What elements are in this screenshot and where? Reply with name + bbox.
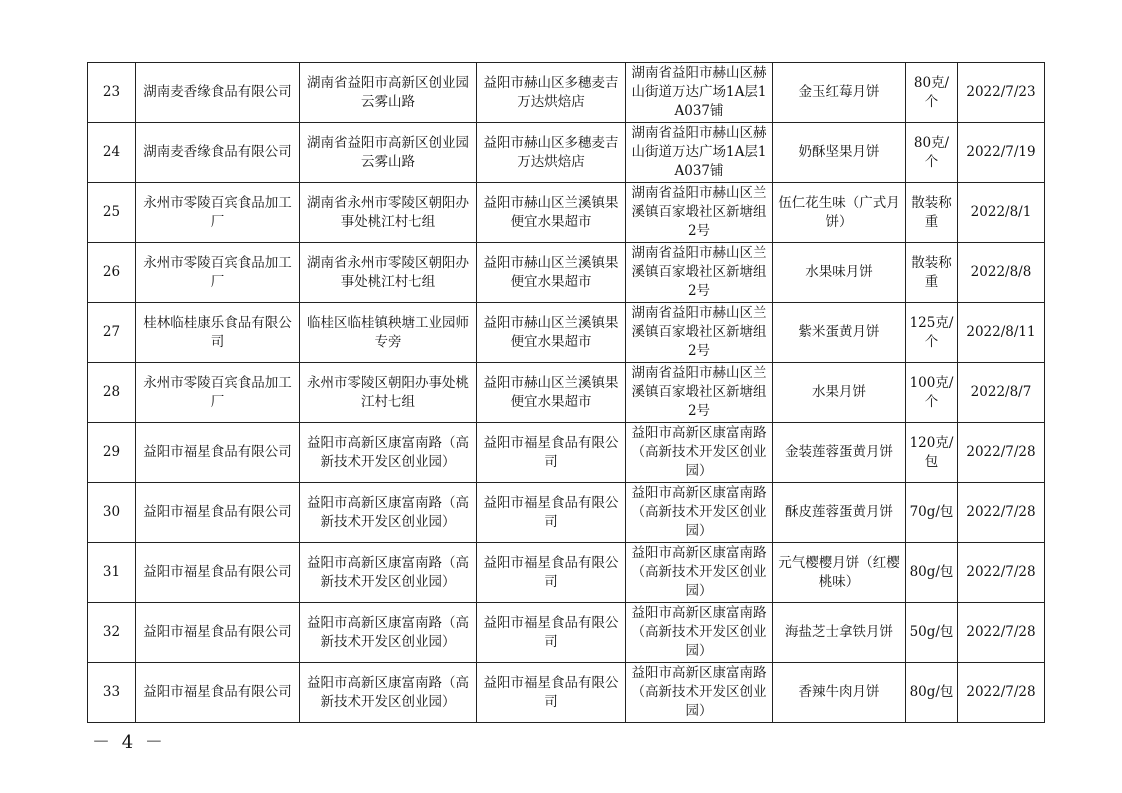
row-number-cell: 26 <box>88 243 136 303</box>
producer-address-cell: 临桂区临桂镇秧塘工业园师专旁 <box>300 303 477 363</box>
specification-cell: 散装称重 <box>906 243 958 303</box>
producer-address-cell: 湖南省益阳市高新区创业园云雾山路 <box>300 63 477 123</box>
row-number-cell: 24 <box>88 123 136 183</box>
specification-cell: 80克/个 <box>906 123 958 183</box>
producer-name-cell: 益阳市福星食品有限公司 <box>136 663 300 723</box>
production-date-cell: 2022/7/28 <box>958 543 1045 603</box>
row-number-cell: 31 <box>88 543 136 603</box>
producer-address-cell: 益阳市高新区康富南路（高新技术开发区创业园） <box>300 603 477 663</box>
table-row <box>88 483 1045 543</box>
row-number-cell: 29 <box>88 423 136 483</box>
specification-cell: 100克/个 <box>906 363 958 423</box>
sampled-unit-cell: 益阳市福星食品有限公司 <box>477 423 626 483</box>
sampled-unit-address-cell: 湖南省益阳市赫山区赫山街道万达广场1A层1A037铺 <box>626 63 773 123</box>
sampled-unit-address-cell: 湖南省益阳市赫山区兰溪镇百家塅社区新塘组2号 <box>626 303 773 363</box>
product-name-cell: 奶酥坚果月饼 <box>773 123 906 183</box>
table-row <box>88 63 1045 123</box>
producer-name-cell: 湖南麦香缘食品有限公司 <box>136 123 300 183</box>
sampled-unit-address-cell: 湖南省益阳市赫山区赫山街道万达广场1A层1A037铺 <box>626 123 773 183</box>
specification-cell: 125克/个 <box>906 303 958 363</box>
sampled-unit-address-cell: 湖南省益阳市赫山区兰溪镇百家塅社区新塘组2号 <box>626 183 773 243</box>
sampling-results-table <box>87 62 1045 723</box>
product-name-cell: 香辣牛肉月饼 <box>773 663 906 723</box>
sampled-unit-cell: 益阳市赫山区多穗麦吉万达烘焙店 <box>477 63 626 123</box>
production-date-cell: 2022/8/1 <box>958 183 1045 243</box>
sampled-unit-cell: 益阳市福星食品有限公司 <box>477 543 626 603</box>
sampled-unit-address-cell: 湖南省益阳市赫山区兰溪镇百家塅社区新塘组2号 <box>626 243 773 303</box>
producer-address-cell: 湖南省永州市零陵区朝阳办事处桃江村七组 <box>300 243 477 303</box>
row-number-cell: 28 <box>88 363 136 423</box>
product-name-cell: 海盐芝士拿铁月饼 <box>773 603 906 663</box>
sampled-unit-cell: 益阳市福星食品有限公司 <box>477 483 626 543</box>
table-row <box>88 543 1045 603</box>
product-name-cell: 伍仁花生味（广式月饼） <box>773 183 906 243</box>
producer-address-cell: 益阳市高新区康富南路（高新技术开发区创业园） <box>300 483 477 543</box>
specification-cell: 120克/包 <box>906 423 958 483</box>
specification-cell: 散装称重 <box>906 183 958 243</box>
production-date-cell: 2022/7/28 <box>958 603 1045 663</box>
producer-name-cell: 益阳市福星食品有限公司 <box>136 543 300 603</box>
sampled-unit-cell: 益阳市赫山区多穗麦吉万达烘焙店 <box>477 123 626 183</box>
product-name-cell: 紫米蛋黄月饼 <box>773 303 906 363</box>
specification-cell: 80g/包 <box>906 543 958 603</box>
production-date-cell: 2022/8/8 <box>958 243 1045 303</box>
sampled-unit-address-cell: 益阳市高新区康富南路（高新技术开发区创业园） <box>626 603 773 663</box>
producer-address-cell: 湖南省益阳市高新区创业园云雾山路 <box>300 123 477 183</box>
producer-name-cell: 益阳市福星食品有限公司 <box>136 483 300 543</box>
table-row <box>88 663 1045 723</box>
product-name-cell: 水果味月饼 <box>773 243 906 303</box>
product-name-cell: 元气樱樱月饼（红樱桃味） <box>773 543 906 603</box>
table-row <box>88 243 1045 303</box>
producer-name-cell: 永州市零陵百宾食品加工厂 <box>136 243 300 303</box>
specification-cell: 70g/包 <box>906 483 958 543</box>
row-number-cell: 25 <box>88 183 136 243</box>
product-name-cell: 酥皮莲蓉蛋黄月饼 <box>773 483 906 543</box>
production-date-cell: 2022/7/19 <box>958 123 1045 183</box>
sampled-unit-address-cell: 益阳市高新区康富南路（高新技术开发区创业园） <box>626 423 773 483</box>
production-date-cell: 2022/7/28 <box>958 483 1045 543</box>
production-date-cell: 2022/7/28 <box>958 423 1045 483</box>
sampled-unit-address-cell: 益阳市高新区康富南路（高新技术开发区创业园） <box>626 483 773 543</box>
specification-cell: 50g/包 <box>906 603 958 663</box>
sampled-unit-cell: 益阳市赫山区兰溪镇果便宜水果超市 <box>477 363 626 423</box>
row-number-cell: 27 <box>88 303 136 363</box>
specification-cell: 80克/个 <box>906 63 958 123</box>
production-date-cell: 2022/8/11 <box>958 303 1045 363</box>
row-number-cell: 30 <box>88 483 136 543</box>
product-name-cell: 金玉红莓月饼 <box>773 63 906 123</box>
sampled-unit-address-cell: 益阳市高新区康富南路（高新技术开发区创业园） <box>626 663 773 723</box>
sampled-unit-cell: 益阳市福星食品有限公司 <box>477 663 626 723</box>
production-date-cell: 2022/8/7 <box>958 363 1045 423</box>
table-row <box>88 363 1045 423</box>
table-row <box>88 423 1045 483</box>
table-body <box>88 63 1045 723</box>
sampled-unit-cell: 益阳市赫山区兰溪镇果便宜水果超市 <box>477 183 626 243</box>
sampled-unit-address-cell: 湖南省益阳市赫山区兰溪镇百家塅社区新塘组2号 <box>626 363 773 423</box>
row-number-cell: 32 <box>88 603 136 663</box>
sampled-unit-cell: 益阳市赫山区兰溪镇果便宜水果超市 <box>477 243 626 303</box>
producer-name-cell: 永州市零陵百宾食品加工厂 <box>136 363 300 423</box>
row-number-cell: 33 <box>88 663 136 723</box>
producer-name-cell: 桂林临桂康乐食品有限公司 <box>136 303 300 363</box>
producer-name-cell: 湖南麦香缘食品有限公司 <box>136 63 300 123</box>
sampled-unit-address-cell: 益阳市高新区康富南路（高新技术开发区创业园） <box>626 543 773 603</box>
producer-address-cell: 益阳市高新区康富南路（高新技术开发区创业园） <box>300 663 477 723</box>
sampled-unit-cell: 益阳市赫山区兰溪镇果便宜水果超市 <box>477 303 626 363</box>
page-number: － 4 － <box>92 732 166 753</box>
table-row <box>88 303 1045 363</box>
producer-name-cell: 益阳市福星食品有限公司 <box>136 423 300 483</box>
producer-address-cell: 永州市零陵区朝阳办事处桃江村七组 <box>300 363 477 423</box>
specification-cell: 80g/包 <box>906 663 958 723</box>
producer-address-cell: 湖南省永州市零陵区朝阳办事处桃江村七组 <box>300 183 477 243</box>
table-row <box>88 603 1045 663</box>
producer-address-cell: 益阳市高新区康富南路（高新技术开发区创业园） <box>300 423 477 483</box>
product-name-cell: 金装莲蓉蛋黄月饼 <box>773 423 906 483</box>
product-name-cell: 水果月饼 <box>773 363 906 423</box>
table-row <box>88 183 1045 243</box>
production-date-cell: 2022/7/23 <box>958 63 1045 123</box>
sampled-unit-cell: 益阳市福星食品有限公司 <box>477 603 626 663</box>
producer-address-cell: 益阳市高新区康富南路（高新技术开发区创业园） <box>300 543 477 603</box>
table-row <box>88 123 1045 183</box>
row-number-cell: 23 <box>88 63 136 123</box>
producer-name-cell: 益阳市福星食品有限公司 <box>136 603 300 663</box>
production-date-cell: 2022/7/28 <box>958 663 1045 723</box>
producer-name-cell: 永州市零陵百宾食品加工厂 <box>136 183 300 243</box>
